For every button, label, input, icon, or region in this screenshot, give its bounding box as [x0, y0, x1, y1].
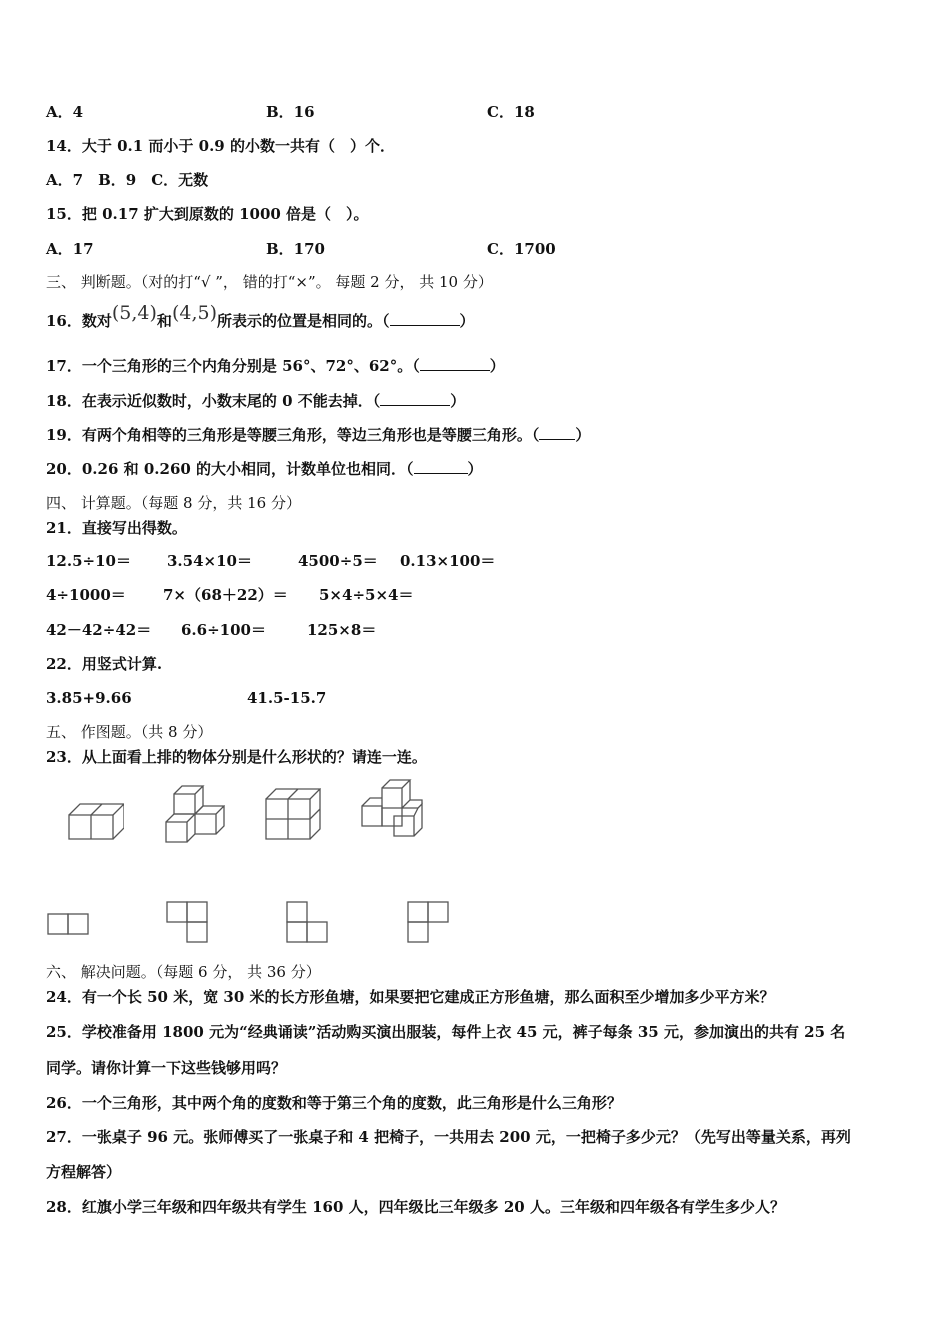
top-view-shape-3 — [285, 900, 331, 946]
question-25-continued: 同学。请你计算一下这些钱够用吗？ — [46, 1059, 287, 1077]
question-26: 26．一个三角形，其中两个角的度数和等于第三个角的度数，此三角形是什么三角形？ — [46, 1094, 622, 1112]
answer-blank[interactable] — [539, 425, 575, 440]
q17-text: 17．一个三角形的三个内角分别是 56°、72°、62°。（ — [46, 357, 420, 375]
question-14-options: A．7 B．9 C．无数 — [46, 171, 209, 189]
calc-item: 6.6÷100＝ — [181, 621, 266, 639]
question-20 — [46, 459, 483, 479]
q17-end: ） — [489, 357, 505, 375]
calc-item: 7×（68＋22）＝ — [163, 586, 288, 604]
q20-text: 20．0.26 和 0.260 的大小相同，计数单位也相同．（ — [46, 460, 414, 478]
q19-end: ） — [575, 426, 591, 444]
question-21: 21．直接写出得数。 — [46, 519, 187, 537]
answer-blank[interactable] — [420, 356, 490, 371]
calc-item: 0.13×100＝ — [400, 552, 496, 570]
section-6-heading: 六、 解决问题。（每题 6 分， 共 36 分） — [46, 963, 321, 981]
question-25: 25．学校准备用 1800 元为“经典诵读”活动购买演出服装，每件上衣 45 元，裤子每条 35 元，参加演出的共有 25 名 — [46, 1023, 846, 1041]
cube-object-1 — [66, 798, 124, 842]
section-5-heading: 五、 作图题。（共 8 分） — [46, 723, 213, 741]
q16-suffix: 所表示的位置是相同的。（ — [216, 312, 390, 330]
q19-text: 19．有两个角相等的三角形是等腰三角形，等边三角形也是等腰三角形。（ — [46, 426, 540, 444]
calc-item: 42－42÷42＝ — [46, 621, 152, 639]
coordinate-pair-1: (5,4) — [111, 302, 157, 324]
option-b: B．170 — [266, 240, 325, 258]
cube-object-3 — [263, 786, 321, 842]
question-16 — [46, 302, 475, 331]
calc-item: 4÷1000＝ — [46, 586, 126, 604]
option-b: B．16 — [266, 103, 315, 121]
answer-blank[interactable] — [380, 391, 450, 406]
q16-mid: 和 — [156, 312, 172, 330]
cube-object-2 — [161, 784, 225, 846]
option-a: A．17 — [46, 240, 94, 258]
answer-blank[interactable] — [414, 459, 468, 474]
option-c: C．1700 — [487, 240, 556, 258]
q18-text: 18．在表示近似数时，小数末尾的 0 不能去掉．（ — [46, 392, 381, 410]
section-4-heading: 四、 计算题。（每题 8 分，共 16 分） — [46, 494, 301, 512]
q16-prefix: 16．数对 — [46, 312, 112, 330]
calc-item: 12.5÷10＝ — [46, 552, 131, 570]
vertical-calc-item: 3.85+9.66 — [46, 689, 132, 707]
question-17 — [46, 356, 505, 376]
question-24: 24．有一个长 50 米，宽 30 米的长方形鱼塘，如果要把它建成正方形鱼塘，那么面积至少增加多少平方米？ — [46, 988, 775, 1006]
coordinate-pair-2: (4,5) — [171, 302, 217, 324]
vertical-calc-item: 41.5-15.7 — [247, 689, 327, 707]
question-27-continued: 方程解答） — [46, 1163, 122, 1181]
question-22: 22．用竖式计算. — [46, 655, 163, 673]
top-view-shape-2 — [165, 900, 211, 946]
q20-end: ） — [467, 460, 483, 478]
question-28: 28．红旗小学三年级和四年级共有学生 160 人，四年级比三年级多 20 人。三年级和四年级各有学生多少人？ — [46, 1198, 785, 1216]
option-a: A．4 — [46, 103, 84, 121]
question-19 — [46, 425, 590, 445]
top-view-shape-4 — [406, 900, 452, 946]
section-3-heading: 三、 判断题。（对的打“√ ”， 错的打“×”。 每题 2 分， 共 10 分） — [46, 273, 493, 291]
answer-blank[interactable] — [390, 311, 460, 326]
option-c: C．18 — [487, 103, 535, 121]
calc-item: 5×4÷5×4＝ — [319, 586, 414, 604]
calc-item: 4500÷5＝ — [298, 552, 378, 570]
question-18 — [46, 391, 465, 411]
cube-object-4 — [358, 778, 424, 842]
question-23: 23．从上面看上排的物体分别是什么形状的？请连一连。 — [46, 748, 427, 766]
q18-end: ） — [450, 392, 466, 410]
question-15: 15．把 0.17 扩大到原数的 1000 倍是（ ）。 — [46, 205, 369, 223]
question-27: 27．一张桌子 96 元。张师傅买了一张桌子和 4 把椅子，一共用去 200 元，一把椅子多少元？（先写出等量关系，再列 — [46, 1128, 851, 1146]
question-14: 14．大于 0.1 而小于 0.9 的小数一共有（ ）个． — [46, 137, 395, 155]
q16-end: ） — [459, 312, 475, 330]
top-view-shape-1 — [46, 910, 92, 936]
calc-item: 125×8＝ — [307, 621, 377, 639]
calc-item: 3.54×10＝ — [167, 552, 252, 570]
